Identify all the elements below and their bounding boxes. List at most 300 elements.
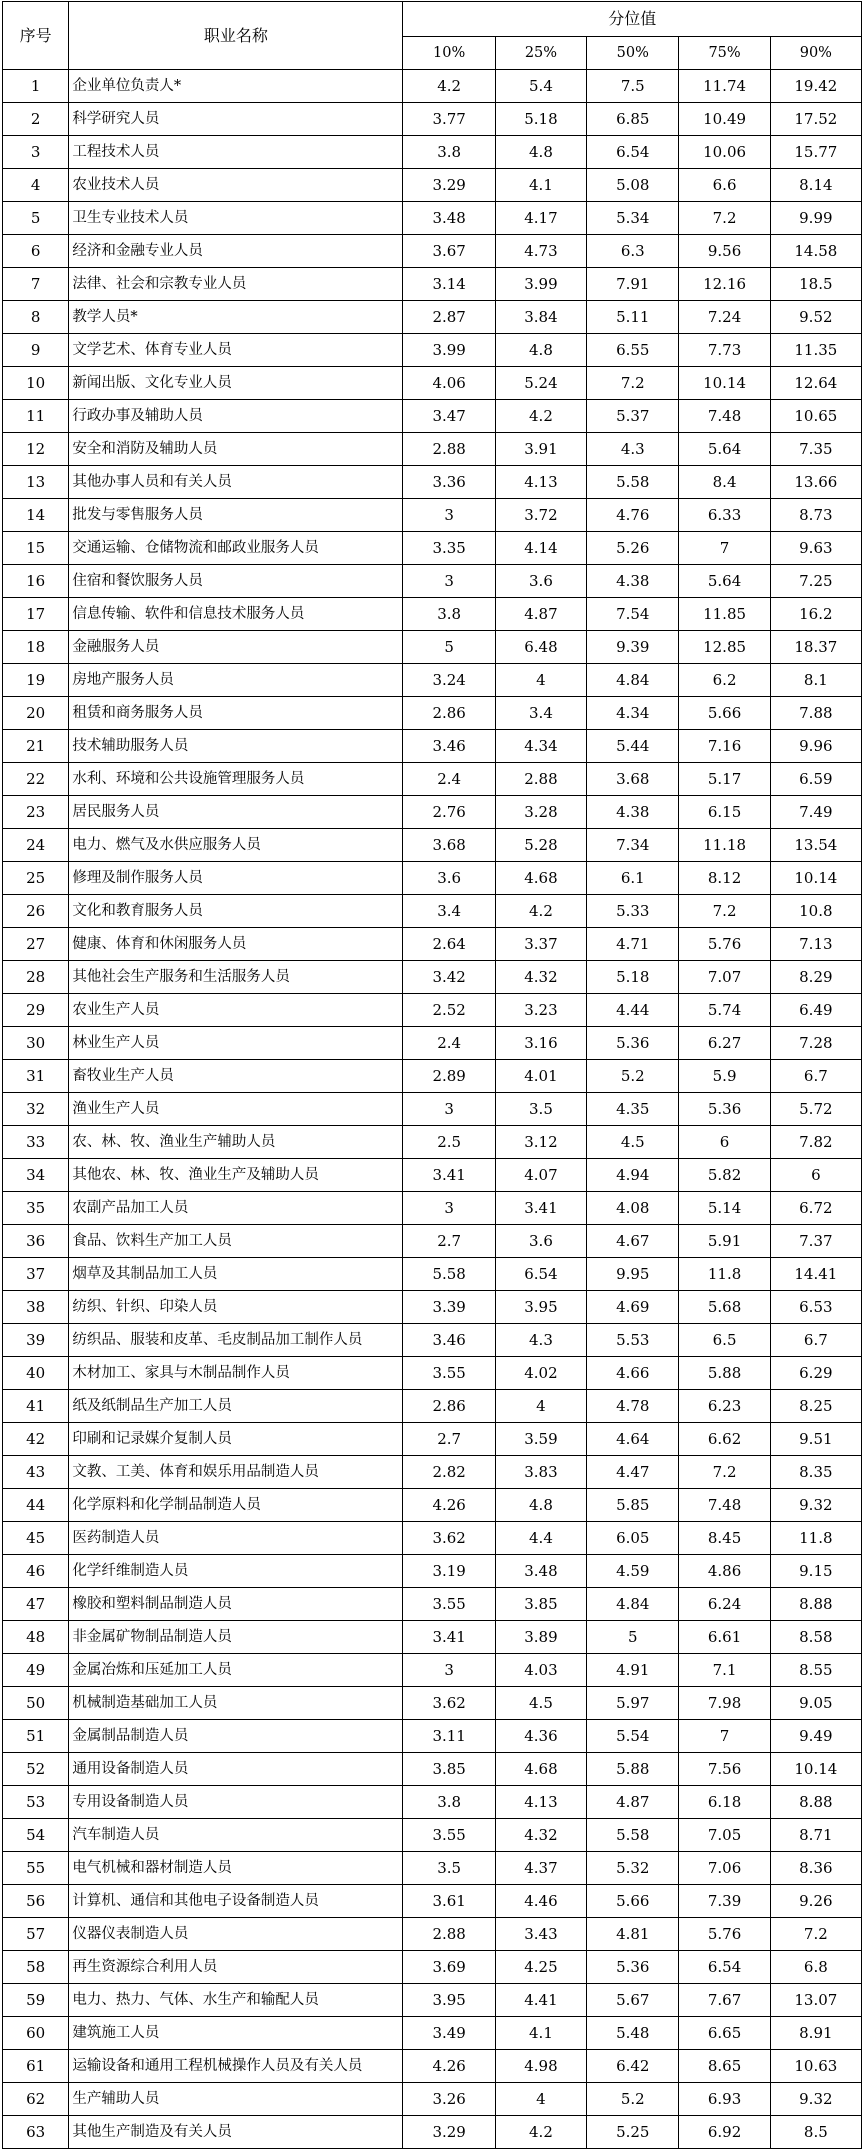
- value-p25: 3.83: [495, 1456, 586, 1489]
- value-p10: 4.2: [403, 70, 495, 103]
- value-p25: 3.5: [495, 1093, 586, 1126]
- value-p50: 7.34: [587, 829, 679, 862]
- value-p10: 3.29: [403, 2116, 495, 2149]
- value-p50: 5.2: [587, 1060, 679, 1093]
- occupation-name: 科学研究人员: [69, 103, 403, 136]
- occupation-name: 运输设备和通用工程机械操作人员及有关人员: [69, 2050, 403, 2083]
- row-index: 24: [3, 829, 69, 862]
- occupation-name: 其他办事人员和有关人员: [69, 466, 403, 499]
- value-p75: 8.65: [679, 2050, 770, 2083]
- value-p25: 3.6: [495, 565, 586, 598]
- value-p50: 4.38: [587, 565, 679, 598]
- table-row: [3, 565, 862, 598]
- table-row: [3, 169, 862, 202]
- value-p50: 5.2: [587, 2083, 679, 2116]
- value-p50: 4.87: [587, 1786, 679, 1819]
- value-p50: 5.66: [587, 1885, 679, 1918]
- value-p10: 3.95: [403, 1984, 495, 2017]
- value-p25: 3.85: [495, 1588, 586, 1621]
- value-p10: 3.99: [403, 334, 495, 367]
- value-p75: 11.74: [679, 70, 770, 103]
- value-p90: 9.49: [770, 1720, 861, 1753]
- value-p25: 4.13: [495, 466, 586, 499]
- value-p90: 6.72: [770, 1192, 861, 1225]
- table-row: [3, 895, 862, 928]
- value-p90: 8.55: [770, 1654, 861, 1687]
- row-index: 8: [3, 301, 69, 334]
- value-p25: 3.43: [495, 1918, 586, 1951]
- table-row: [3, 334, 862, 367]
- value-p90: 7.25: [770, 565, 861, 598]
- value-p90: 8.25: [770, 1390, 861, 1423]
- value-p10: 3: [403, 499, 495, 532]
- row-index: 61: [3, 2050, 69, 2083]
- value-p75: 8.45: [679, 1522, 770, 1555]
- value-p50: 4.59: [587, 1555, 679, 1588]
- value-p50: 7.2: [587, 367, 679, 400]
- row-index: 10: [3, 367, 69, 400]
- value-p10: 3.42: [403, 961, 495, 994]
- occupation-name: 电气机械和器材制造人员: [69, 1852, 403, 1885]
- value-p50: 4.34: [587, 697, 679, 730]
- table-row: [3, 136, 862, 169]
- value-p90: 6.8: [770, 1951, 861, 1984]
- value-p25: 3.59: [495, 1423, 586, 1456]
- table-row: [3, 268, 862, 301]
- value-p50: 5: [587, 1621, 679, 1654]
- value-p75: 7.48: [679, 400, 770, 433]
- table-row: [3, 994, 862, 1027]
- value-p25: 4.4: [495, 1522, 586, 1555]
- value-p75: 6.54: [679, 1951, 770, 1984]
- table-row: [3, 1027, 862, 1060]
- table-row: [3, 1885, 862, 1918]
- value-p25: 4.36: [495, 1720, 586, 1753]
- value-p10: 2.76: [403, 796, 495, 829]
- row-index: 54: [3, 1819, 69, 1852]
- value-p90: 19.42: [770, 70, 861, 103]
- value-p25: 3.95: [495, 1291, 586, 1324]
- row-index: 7: [3, 268, 69, 301]
- value-p90: 10.65: [770, 400, 861, 433]
- row-index: 56: [3, 1885, 69, 1918]
- value-p25: 4: [495, 2083, 586, 2116]
- value-p50: 6.54: [587, 136, 679, 169]
- value-p75: 7.73: [679, 334, 770, 367]
- value-p75: 6.33: [679, 499, 770, 532]
- table-row: [3, 1918, 862, 1951]
- table-row: [3, 961, 862, 994]
- occupation-name: 居民服务人员: [69, 796, 403, 829]
- value-p50: 5.34: [587, 202, 679, 235]
- value-p90: 10.8: [770, 895, 861, 928]
- occupation-name: 新闻出版、文化专业人员: [69, 367, 403, 400]
- value-p25: 4.14: [495, 532, 586, 565]
- value-p75: 7.98: [679, 1687, 770, 1720]
- row-index: 43: [3, 1456, 69, 1489]
- value-p90: 9.32: [770, 2083, 861, 2116]
- value-p25: 4.03: [495, 1654, 586, 1687]
- value-p90: 9.99: [770, 202, 861, 235]
- value-p50: 9.39: [587, 631, 679, 664]
- value-p90: 8.1: [770, 664, 861, 697]
- value-p10: 3.19: [403, 1555, 495, 1588]
- value-p10: 5: [403, 631, 495, 664]
- value-p10: 3.49: [403, 2017, 495, 2050]
- value-p90: 7.28: [770, 1027, 861, 1060]
- value-p90: 8.88: [770, 1786, 861, 1819]
- occupation-name: 农副产品加工人员: [69, 1192, 403, 1225]
- value-p50: 5.88: [587, 1753, 679, 1786]
- table-row: [3, 1555, 862, 1588]
- value-p75: 5.64: [679, 565, 770, 598]
- row-index: 37: [3, 1258, 69, 1291]
- row-index: 53: [3, 1786, 69, 1819]
- value-p90: 5.72: [770, 1093, 861, 1126]
- table-row: [3, 1093, 862, 1126]
- table-row: [3, 70, 862, 103]
- value-p75: 5.68: [679, 1291, 770, 1324]
- value-p10: 3.8: [403, 1786, 495, 1819]
- row-index: 22: [3, 763, 69, 796]
- value-p10: 3.46: [403, 730, 495, 763]
- value-p75: 7.39: [679, 1885, 770, 1918]
- value-p75: 7.07: [679, 961, 770, 994]
- value-p25: 4.1: [495, 169, 586, 202]
- occupation-name: 印刷和记录媒介复制人员: [69, 1423, 403, 1456]
- value-p50: 4.84: [587, 664, 679, 697]
- value-p10: 3.8: [403, 136, 495, 169]
- value-p25: 5.24: [495, 367, 586, 400]
- value-p90: 8.91: [770, 2017, 861, 2050]
- occupation-name: 通用设备制造人员: [69, 1753, 403, 1786]
- occupation-name: 文化和教育服务人员: [69, 895, 403, 928]
- occupation-name: 金属冶炼和压延加工人员: [69, 1654, 403, 1687]
- row-index: 47: [3, 1588, 69, 1621]
- value-p75: 5.17: [679, 763, 770, 796]
- value-p50: 5.67: [587, 1984, 679, 2017]
- value-p10: 2.82: [403, 1456, 495, 1489]
- value-p90: 8.14: [770, 169, 861, 202]
- row-index: 55: [3, 1852, 69, 1885]
- occupation-name: 经济和金融专业人员: [69, 235, 403, 268]
- table-row: [3, 1819, 862, 1852]
- row-index: 4: [3, 169, 69, 202]
- value-p75: 6.92: [679, 2116, 770, 2149]
- value-p25: 3.48: [495, 1555, 586, 1588]
- row-index: 21: [3, 730, 69, 763]
- value-p25: 3.6: [495, 1225, 586, 1258]
- value-p50: 5.58: [587, 466, 679, 499]
- value-p75: 7.16: [679, 730, 770, 763]
- value-p25: 4.34: [495, 730, 586, 763]
- occupation-name: 其他社会生产服务和生活服务人员: [69, 961, 403, 994]
- value-p90: 13.54: [770, 829, 861, 862]
- occupation-name: 再生资源综合利用人员: [69, 1951, 403, 1984]
- percentile-header-25: 25%: [495, 37, 586, 70]
- value-p90: 10.14: [770, 862, 861, 895]
- row-index: 9: [3, 334, 69, 367]
- value-p25: 5.28: [495, 829, 586, 862]
- occupation-column-header: 职业名称: [69, 2, 403, 70]
- value-p25: 3.84: [495, 301, 586, 334]
- value-p10: 3.11: [403, 1720, 495, 1753]
- value-p75: 6: [679, 1126, 770, 1159]
- value-p50: 4.76: [587, 499, 679, 532]
- percentile-header-10: 10%: [403, 37, 495, 70]
- value-p75: 7.48: [679, 1489, 770, 1522]
- row-index: 34: [3, 1159, 69, 1192]
- value-p75: 10.14: [679, 367, 770, 400]
- occupation-name: 化学原料和化学制品制造人员: [69, 1489, 403, 1522]
- value-p10: 3.41: [403, 1159, 495, 1192]
- row-index: 13: [3, 466, 69, 499]
- value-p25: 4.32: [495, 1819, 586, 1852]
- value-p75: 5.66: [679, 697, 770, 730]
- table-row: [3, 1753, 862, 1786]
- table-row: [3, 763, 862, 796]
- value-p10: 3.29: [403, 169, 495, 202]
- row-index: 62: [3, 2083, 69, 2116]
- value-p50: 4.64: [587, 1423, 679, 1456]
- value-p75: 11.8: [679, 1258, 770, 1291]
- value-p10: 3: [403, 1192, 495, 1225]
- value-p10: 3.14: [403, 268, 495, 301]
- value-p10: 3.69: [403, 1951, 495, 1984]
- occupation-name: 卫生专业技术人员: [69, 202, 403, 235]
- table-row: [3, 1258, 862, 1291]
- value-p90: 6: [770, 1159, 861, 1192]
- row-index: 57: [3, 1918, 69, 1951]
- value-p75: 7.2: [679, 202, 770, 235]
- row-index: 44: [3, 1489, 69, 1522]
- value-p50: 5.18: [587, 961, 679, 994]
- table-row: [3, 2116, 862, 2149]
- occupation-name: 技术辅助服务人员: [69, 730, 403, 763]
- value-p75: 7: [679, 532, 770, 565]
- value-p90: 11.8: [770, 1522, 861, 1555]
- row-index: 3: [3, 136, 69, 169]
- occupation-name: 食品、饮料生产加工人员: [69, 1225, 403, 1258]
- occupation-name: 金融服务人员: [69, 631, 403, 664]
- occupation-name: 水利、环境和公共设施管理服务人员: [69, 763, 403, 796]
- table-row: [3, 1489, 862, 1522]
- value-p90: 9.26: [770, 1885, 861, 1918]
- value-p90: 9.15: [770, 1555, 861, 1588]
- occupation-name: 电力、燃气及水供应服务人员: [69, 829, 403, 862]
- value-p90: 6.7: [770, 1060, 861, 1093]
- occupation-name: 交通运输、仓储物流和邮政业服务人员: [69, 532, 403, 565]
- value-p10: 3: [403, 1654, 495, 1687]
- value-p10: 3.6: [403, 862, 495, 895]
- value-p10: 3.8: [403, 598, 495, 631]
- row-index: 16: [3, 565, 69, 598]
- value-p90: 7.2: [770, 1918, 861, 1951]
- occupation-name: 安全和消防及辅助人员: [69, 433, 403, 466]
- row-index: 2: [3, 103, 69, 136]
- value-p10: 2.86: [403, 697, 495, 730]
- row-index: 51: [3, 1720, 69, 1753]
- value-p90: 10.63: [770, 2050, 861, 2083]
- row-index: 28: [3, 961, 69, 994]
- occupation-name: 金属制品制造人员: [69, 1720, 403, 1753]
- value-p75: 11.85: [679, 598, 770, 631]
- row-index: 52: [3, 1753, 69, 1786]
- value-p90: 16.2: [770, 598, 861, 631]
- occupation-name: 仪器仪表制造人员: [69, 1918, 403, 1951]
- value-p25: 4.13: [495, 1786, 586, 1819]
- occupation-name: 农业生产人员: [69, 994, 403, 1027]
- value-p75: 6.18: [679, 1786, 770, 1819]
- occupation-name: 农、林、牧、渔业生产辅助人员: [69, 1126, 403, 1159]
- value-p90: 15.77: [770, 136, 861, 169]
- table-row: [3, 466, 862, 499]
- value-p90: 9.32: [770, 1489, 861, 1522]
- value-p75: 4.86: [679, 1555, 770, 1588]
- value-p90: 6.59: [770, 763, 861, 796]
- table-row: [3, 1984, 862, 2017]
- percentile-group-header: 分位值: [403, 2, 862, 37]
- value-p50: 4.08: [587, 1192, 679, 1225]
- row-index: 39: [3, 1324, 69, 1357]
- table-row: [3, 730, 862, 763]
- value-p90: 8.35: [770, 1456, 861, 1489]
- value-p10: 2.7: [403, 1225, 495, 1258]
- occupation-name: 行政办事及辅助人员: [69, 400, 403, 433]
- value-p50: 5.97: [587, 1687, 679, 1720]
- value-p90: 10.14: [770, 1753, 861, 1786]
- occupation-name: 文教、工美、体育和娱乐用品制造人员: [69, 1456, 403, 1489]
- value-p10: 2.7: [403, 1423, 495, 1456]
- value-p10: 4.06: [403, 367, 495, 400]
- value-p50: 7.5: [587, 70, 679, 103]
- value-p10: 3.77: [403, 103, 495, 136]
- row-index: 1: [3, 70, 69, 103]
- value-p10: 2.88: [403, 1918, 495, 1951]
- row-index: 18: [3, 631, 69, 664]
- table-row: [3, 1786, 862, 1819]
- value-p25: 3.12: [495, 1126, 586, 1159]
- table-row: [3, 829, 862, 862]
- table-row: [3, 235, 862, 268]
- value-p50: 4.66: [587, 1357, 679, 1390]
- row-index: 19: [3, 664, 69, 697]
- row-index: 25: [3, 862, 69, 895]
- table-row: [3, 2017, 862, 2050]
- occupation-name: 纸及纸制品生产加工人员: [69, 1390, 403, 1423]
- table-row: [3, 1687, 862, 1720]
- value-p50: 4.44: [587, 994, 679, 1027]
- value-p90: 9.05: [770, 1687, 861, 1720]
- occupation-name: 其他农、林、牧、渔业生产及辅助人员: [69, 1159, 403, 1192]
- value-p25: 4.5: [495, 1687, 586, 1720]
- value-p90: 7.49: [770, 796, 861, 829]
- value-p75: 6.2: [679, 664, 770, 697]
- occupation-name: 机械制造基础加工人员: [69, 1687, 403, 1720]
- table-row: [3, 103, 862, 136]
- value-p25: 4.8: [495, 334, 586, 367]
- row-index: 33: [3, 1126, 69, 1159]
- table-row: [3, 1324, 862, 1357]
- value-p50: 4.35: [587, 1093, 679, 1126]
- value-p75: 7.05: [679, 1819, 770, 1852]
- value-p90: 8.71: [770, 1819, 861, 1852]
- value-p50: 5.36: [587, 1027, 679, 1060]
- occupation-name: 化学纤维制造人员: [69, 1555, 403, 1588]
- value-p90: 14.58: [770, 235, 861, 268]
- table-row: [3, 928, 862, 961]
- value-p50: 5.11: [587, 301, 679, 334]
- table-row: [3, 1357, 862, 1390]
- value-p90: 7.88: [770, 697, 861, 730]
- value-p75: 6.5: [679, 1324, 770, 1357]
- value-p10: 3.62: [403, 1522, 495, 1555]
- percentile-header-90: 90%: [770, 37, 861, 70]
- value-p10: 2.89: [403, 1060, 495, 1093]
- value-p50: 5.33: [587, 895, 679, 928]
- occupation-name: 非金属矿物制品制造人员: [69, 1621, 403, 1654]
- value-p25: 3.23: [495, 994, 586, 1027]
- row-index: 36: [3, 1225, 69, 1258]
- value-p10: 3.55: [403, 1588, 495, 1621]
- value-p75: 10.06: [679, 136, 770, 169]
- value-p10: 3: [403, 1093, 495, 1126]
- value-p90: 6.49: [770, 994, 861, 1027]
- table-row: [3, 1720, 862, 1753]
- value-p10: 3.55: [403, 1357, 495, 1390]
- value-p90: 12.64: [770, 367, 861, 400]
- value-p25: 4.2: [495, 895, 586, 928]
- value-p50: 5.25: [587, 2116, 679, 2149]
- row-index: 35: [3, 1192, 69, 1225]
- value-p25: 4.02: [495, 1357, 586, 1390]
- value-p25: 4.07: [495, 1159, 586, 1192]
- value-p25: 4.17: [495, 202, 586, 235]
- row-index: 38: [3, 1291, 69, 1324]
- table-row: [3, 1588, 862, 1621]
- value-p50: 5.54: [587, 1720, 679, 1753]
- occupation-name: 房地产服务人员: [69, 664, 403, 697]
- value-p10: 3.35: [403, 532, 495, 565]
- value-p90: 8.36: [770, 1852, 861, 1885]
- value-p75: 11.18: [679, 829, 770, 862]
- row-index: 5: [3, 202, 69, 235]
- value-p10: 3.4: [403, 895, 495, 928]
- occupation-name: 住宿和餐饮服务人员: [69, 565, 403, 598]
- table-row: [3, 367, 862, 400]
- value-p25: 3.41: [495, 1192, 586, 1225]
- value-p25: 4.2: [495, 2116, 586, 2149]
- value-p25: 4.68: [495, 862, 586, 895]
- occupation-name: 木材加工、家具与木制品制作人员: [69, 1357, 403, 1390]
- value-p50: 6.55: [587, 334, 679, 367]
- value-p25: 3.99: [495, 268, 586, 301]
- value-p75: 6.23: [679, 1390, 770, 1423]
- table-row: [3, 1423, 862, 1456]
- value-p10: 2.87: [403, 301, 495, 334]
- value-p50: 5.85: [587, 1489, 679, 1522]
- value-p75: 5.76: [679, 928, 770, 961]
- value-p75: 12.16: [679, 268, 770, 301]
- row-index: 27: [3, 928, 69, 961]
- value-p50: 4.67: [587, 1225, 679, 1258]
- table-row: [3, 2083, 862, 2116]
- value-p50: 4.38: [587, 796, 679, 829]
- table-row: [3, 532, 862, 565]
- value-p75: 5.9: [679, 1060, 770, 1093]
- table-row: [3, 1060, 862, 1093]
- row-index: 29: [3, 994, 69, 1027]
